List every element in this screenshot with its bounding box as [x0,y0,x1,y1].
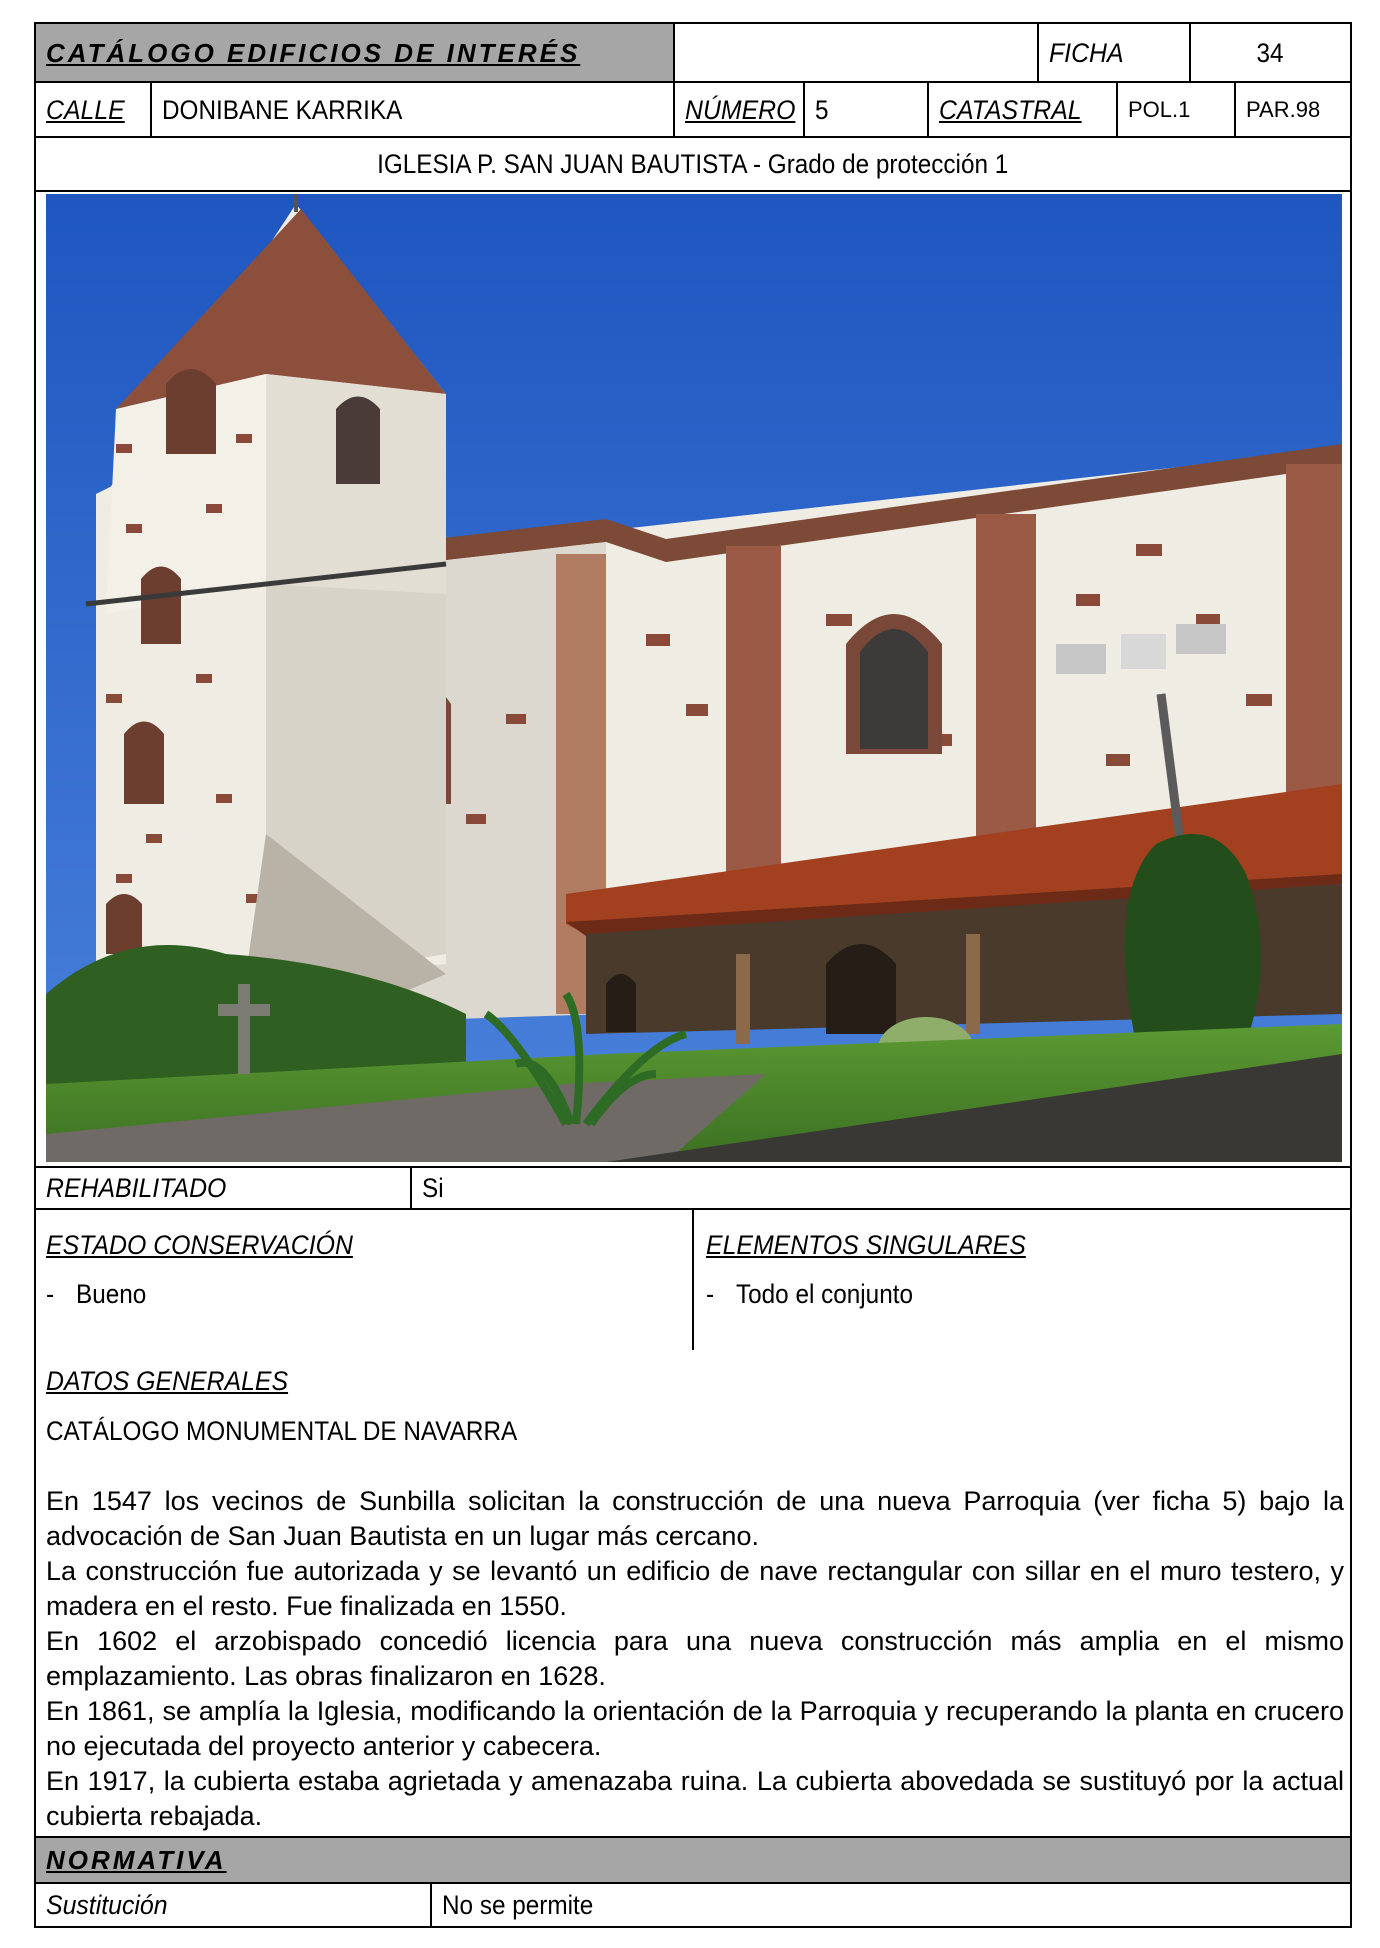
sustitucion-label-cell [36,1884,432,1926]
church-illustration [46,194,1342,1162]
sustitucion-value-cell [432,1884,1350,1926]
catalog-sheet [34,22,1352,1928]
ficha-value: 34 [1256,37,1285,68]
estado-bullet: - [46,1279,55,1309]
header-row-address [36,83,1350,137]
calle-value-cell [152,83,675,137]
rehabilitado-row [36,1168,1350,1208]
sustitucion-value: No se permite [442,1889,594,1920]
pol-value: POL.1 [1128,97,1191,122]
estado-heading: ESTADO CONSERVACIÓN [46,1230,353,1260]
sustitucion-row [36,1884,1350,1926]
normativa-header [36,1838,1350,1882]
blank-cell [675,24,1039,82]
catastral-label: CATASTRAL [939,94,1082,125]
par-value: PAR.98 [1246,97,1321,122]
catastral-label-cell [929,83,1118,137]
building-title: IGLESIA P. SAN JUAN BAUTISTA - Grado de protección 1 [377,148,1009,179]
catalog-title: CATÁLOGO EDIFICIOS DE INTERÉS [46,37,581,68]
datos-paragraph: En 1917, la cubierta estaba agrietada y amenazaba ruina. La cubierta abovedada se sustituyó por la actual cubierta rebajada. [46,1766,1344,1831]
calle-label: CALLE [46,94,125,125]
datos-paragraph: La construcción fue autorizada y se levantó un edificio de nave rectangular con sillar en el muro testero, y madera en el resto. Fue finalizada en 1550. [46,1556,1344,1621]
datos-source: CATÁLOGO MONUMENTAL DE NAVARRA [46,1416,518,1446]
estado-value: Bueno [76,1279,147,1309]
numero-label: NÚMERO [685,94,796,125]
header-row-title [36,24,1350,82]
numero-label-cell [675,83,805,137]
datos-paragraph: En 1861, se amplía la Iglesia, modificando la orientación de la Parroquia y recuperando la planta en crucero no ejecutada del proyecto anterior y cabecera. [46,1696,1344,1761]
datos-heading: DATOS GENERALES [46,1366,289,1396]
rehabilitado-value-cell [412,1168,1350,1208]
calle-label-cell [36,83,152,137]
catalog-title-cell [36,24,675,82]
column-divider [692,1210,694,1350]
ficha-label-cell [1039,24,1191,82]
ficha-label: FICHA [1049,37,1124,68]
rehabilitado-label: REHABILITADO [46,1172,227,1203]
datos-paragraphs [46,1484,1344,1834]
elementos-bullet: - [706,1279,715,1309]
divider [36,190,1350,192]
pol-cell [1118,83,1236,137]
building-title-row [36,138,1350,190]
sustitucion-label: Sustitución [46,1889,168,1920]
calle-value: DONIBANE KARRIKA [162,94,403,125]
datos-paragraph: En 1547 los vecinos de Sunbilla solicitan la construcción de una nueva Parroquia (ver ficha 5) bajo la advocación de San Juan Bautista en un lugar más cercano. [46,1486,1344,1551]
normativa-title: NORMATIVA [46,1844,227,1875]
elementos-heading: ELEMENTOS SINGULARES [706,1230,1026,1260]
datos-paragraph: En 1602 el arzobispado concedió licencia para una nueva construcción más amplia en el mismo emplazamiento. Las obras finalizaron en 1628. [46,1626,1344,1691]
rehabilitado-label-cell [36,1168,412,1208]
numero-value: 5 [815,94,829,125]
par-cell [1236,83,1350,137]
elementos-value: Todo el conjunto [736,1279,913,1309]
church-photo [46,194,1342,1162]
ficha-value-cell [1191,24,1350,82]
numero-value-cell [805,83,929,137]
rehabilitado-value: Si [422,1172,444,1203]
